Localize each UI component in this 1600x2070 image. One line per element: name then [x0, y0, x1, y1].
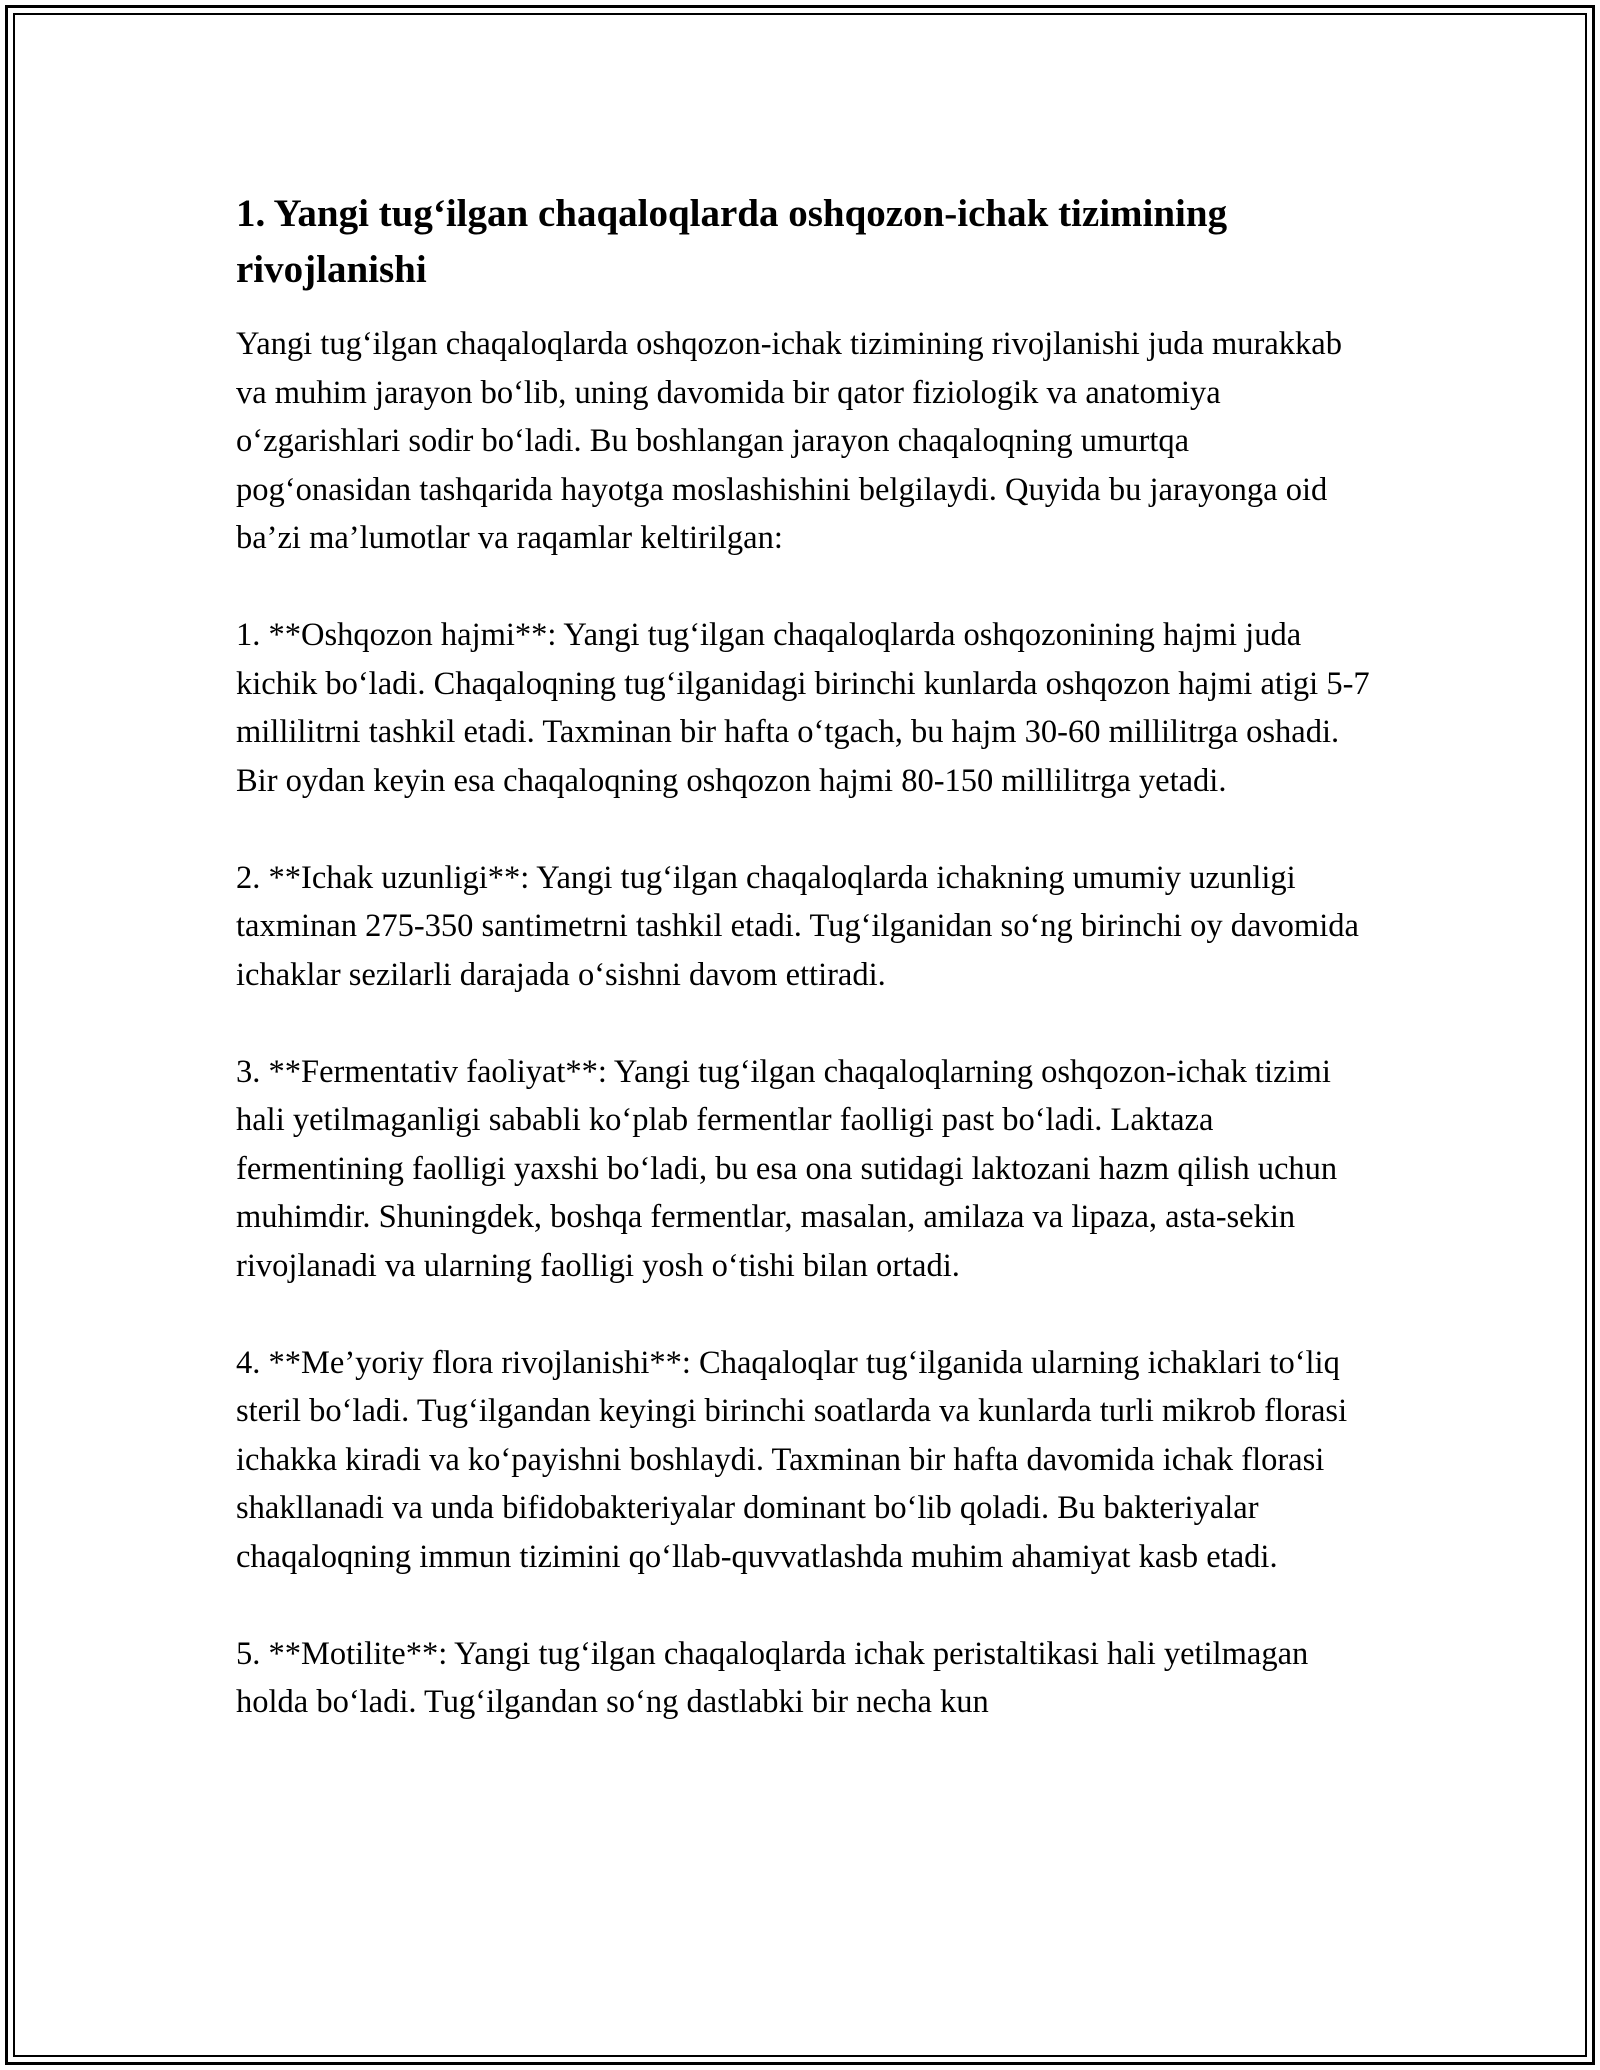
paragraph-motility: 5. **Motilite**: Yangi tug‘ilgan chaqaloqlarda ichak peristaltikasi hali yetilmagan holda bo‘ladi. Tug‘ilgandan so‘ng dastlabki bir necha kun [236, 1635, 1309, 1720]
paragraph-intestine-length: 2. **Ichak uzunligi**: Yangi tug‘ilgan chaqaloqlarda ichakning umumiy uzunligi taxminan 275-350 santimetrni tashkil etadi. Tug‘ilganidan so‘ng birinchi oy davomida ichaklar sezilarli darajada o‘sishni davom ettiradi. [236, 859, 1359, 993]
section-title: 1. Yangi tug‘ilgan chaqaloqlarda oshqozon-ichak tizimining rivojlanishi [236, 192, 1228, 291]
intro-paragraph: Yangi tug‘ilgan chaqaloqlarda oshqozon-ichak tizimining rivojlanishi juda murakkab va muhim jarayon bo‘lib, uning davomida bir qator fiziologik va anatomiya o‘zgarishlari sodir bo‘ladi. Bu boshlangan jarayon chaqaloqning umurtqa pog‘onasidan tashqarida hayotga moslashishini belgilaydi. Quyida bu jarayonga oid ba’zi ma’lumotlar va raqamlar keltirilgan: [236, 326, 1342, 556]
paragraph-normal-flora: 4. **Me’yoriy flora rivojlanishi**: Chaqaloqlar tug‘ilganida ularning ichaklari to‘liq steril bo‘ladi. Tug‘ilgandan keyingi birinchi soatlarda va kunlarda turli mikrob florasi ichakka kiradi va ko‘payishni boshlaydi. Taxminan bir hafta davomida ichak florasi shakllanadi va unda bifidobakteriyalar dominant bo‘lib qoladi. Bu bakteriyalar chaqaloqning immun tizimini qo‘llab-quvvatlashda muhim ahamiyat kasb etadi. [236, 1344, 1348, 1575]
paragraph-enzymatic-activity: 3. **Fermentativ faoliyat**: Yangi tug‘ilgan chaqaloqlarning oshqozon-ichak tizimi hali yetilmaganligi sababli ko‘plab fermentlar faolligi past bo‘ladi. Laktaza fermentining faolligi yaxshi bo‘ladi, bu esa ona sutidagi laktozani hazm qilish uchun muhimdir. Shuningdek, boshqa fermentlar, masalan, amilaza va lipaza, asta-sekin rivojlanadi va ularning faolligi yosh o‘tishi bilan ortadi. [236, 1053, 1338, 1284]
document-page [236, 186, 1370, 1775]
paragraph-stomach-volume: 1. **Oshqozon hajmi**: Yangi tug‘ilgan chaqaloqlarda oshqozonining hajmi juda kichik bo‘ladi. Chaqaloqning tug‘ilganidagi birinchi kunlarda oshqozon hajmi atigi 5-7 millilitrni tashkil etadi. Taxminan bir hafta o‘tgach, bu hajm 30-60 millilitrga oshadi. Bir oydan keyin esa chaqaloqning oshqozon hajmi 80-150 millilitrga yetadi. [236, 617, 1370, 799]
